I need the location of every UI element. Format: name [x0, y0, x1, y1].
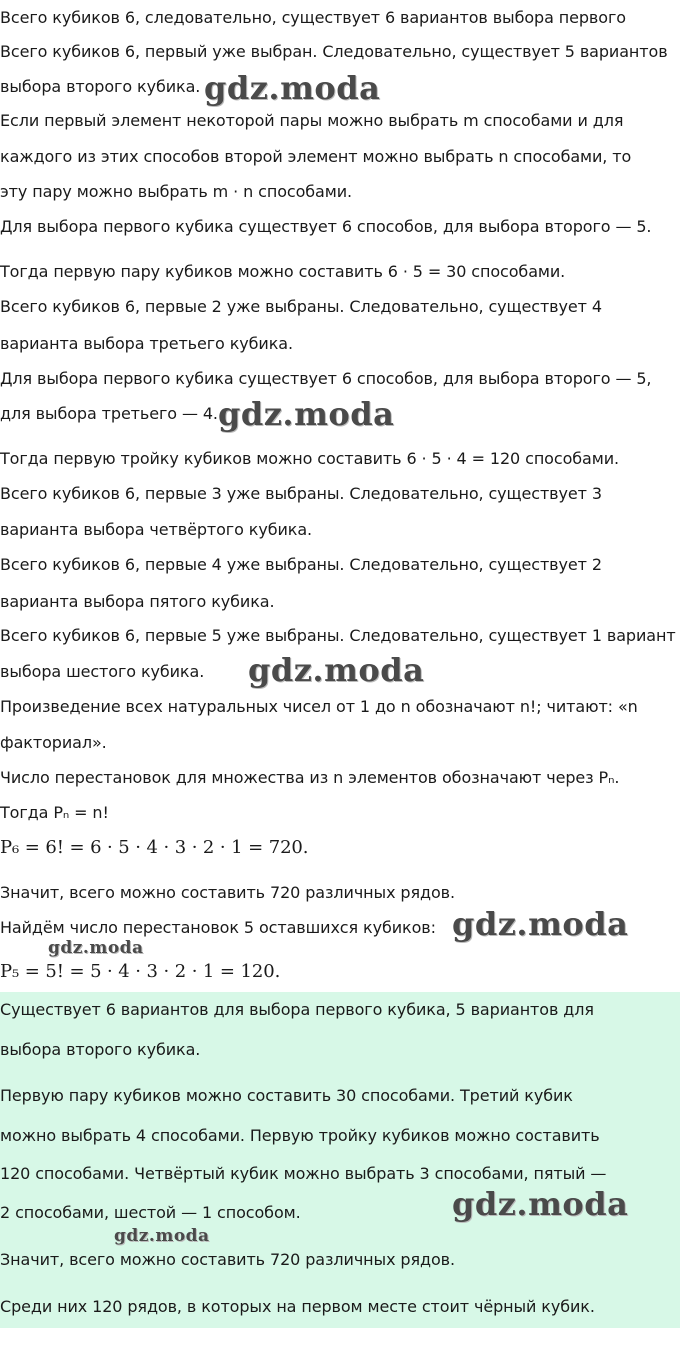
formula-line: P₆ = 6! = 6 · 5 · 4 · 3 · 2 · 1 = 720.	[0, 837, 309, 858]
answer-line: выбора второго кубика.	[0, 1040, 201, 1059]
text-line: Тогда Pₙ = n!	[0, 803, 109, 822]
answer-line: Значит, всего можно составить 720 различных рядов.	[0, 1250, 455, 1269]
text-line: варианта выбора третьего кубика.	[0, 334, 293, 353]
text-line: выбора второго кубика.	[0, 77, 201, 96]
answer-line: Среди них 120 рядов, в которых на первом месте стоит чёрный кубик.	[0, 1297, 595, 1316]
text-line: Для выбора первого кубика существует 6 способов, для выбора второго — 5,	[0, 369, 652, 388]
text-line: Значит, всего можно составить 720 различных рядов.	[0, 883, 455, 902]
text-line: Всего кубиков 6, первый уже выбран. Следовательно, существует 5 вариантов	[0, 42, 668, 61]
text-line: Если первый элемент некоторой пары можно выбрать m способами и для	[0, 111, 624, 130]
text-line: Всего кубиков 6, первые 2 уже выбраны. Следовательно, существует 4	[0, 297, 602, 316]
text-line: Тогда первую тройку кубиков можно составить 6 · 5 · 4 = 120 способами.	[0, 449, 619, 468]
text-line: Всего кубиков 6, первые 3 уже выбраны. Следовательно, существует 3	[0, 484, 602, 503]
watermark: gdz.moda	[218, 395, 395, 433]
answer-line: можно выбрать 4 способами. Первую тройку кубиков можно составить	[0, 1126, 600, 1145]
answer-line: Первую пару кубиков можно составить 30 способами. Третий кубик	[0, 1086, 573, 1105]
watermark: gdz.moda	[452, 905, 629, 943]
text-line: Найдём число перестановок 5 оставшихся кубиков:	[0, 918, 436, 937]
formula-line: P₅ = 5! = 5 · 4 · 3 · 2 · 1 = 120.	[0, 961, 281, 982]
text-line: варианта выбора пятого кубика.	[0, 592, 275, 611]
answer-line: 2 способами, шестой — 1 способом.	[0, 1203, 301, 1222]
watermark: gdz.moda	[248, 651, 425, 689]
answer-line: Существует 6 вариантов для выбора первого кубика, 5 вариантов для	[0, 1000, 594, 1019]
text-line: выбора шестого кубика.	[0, 662, 205, 681]
text-line: Тогда первую пару кубиков можно составить 6 · 5 = 30 способами.	[0, 262, 566, 281]
text-line: каждого из этих способов второй элемент можно выбрать n способами, то	[0, 147, 632, 166]
text-line: Всего кубиков 6, следовательно, существует 6 вариантов выбора первого	[0, 8, 626, 27]
text-line: варианта выбора четвёртого кубика.	[0, 520, 313, 539]
text-line: Всего кубиков 6, первые 4 уже выбраны. Следовательно, существует 2	[0, 555, 602, 574]
text-line: факториал».	[0, 733, 107, 752]
answer-line: 120 способами. Четвёртый кубик можно выбрать 3 способами, пятый —	[0, 1164, 607, 1183]
watermark: gdz.moda	[48, 938, 144, 958]
text-line: эту пару можно выбрать m · n способами.	[0, 182, 352, 201]
text-line: Всего кубиков 6, первые 5 уже выбраны. Следовательно, существует 1 вариант	[0, 626, 676, 645]
text-line: Для выбора первого кубика существует 6 способов, для выбора второго — 5.	[0, 217, 652, 236]
text-line: Произведение всех натуральных чисел от 1 до n обозначают n!; читают: «n	[0, 697, 638, 716]
watermark: gdz.moda	[204, 69, 381, 107]
watermark: gdz.moda	[114, 1226, 210, 1246]
watermark: gdz.moda	[452, 1185, 629, 1223]
text-line: для выбора третьего — 4.	[0, 404, 218, 423]
text-line: Число перестановок для множества из n элементов обозначают через Pₙ.	[0, 768, 620, 787]
